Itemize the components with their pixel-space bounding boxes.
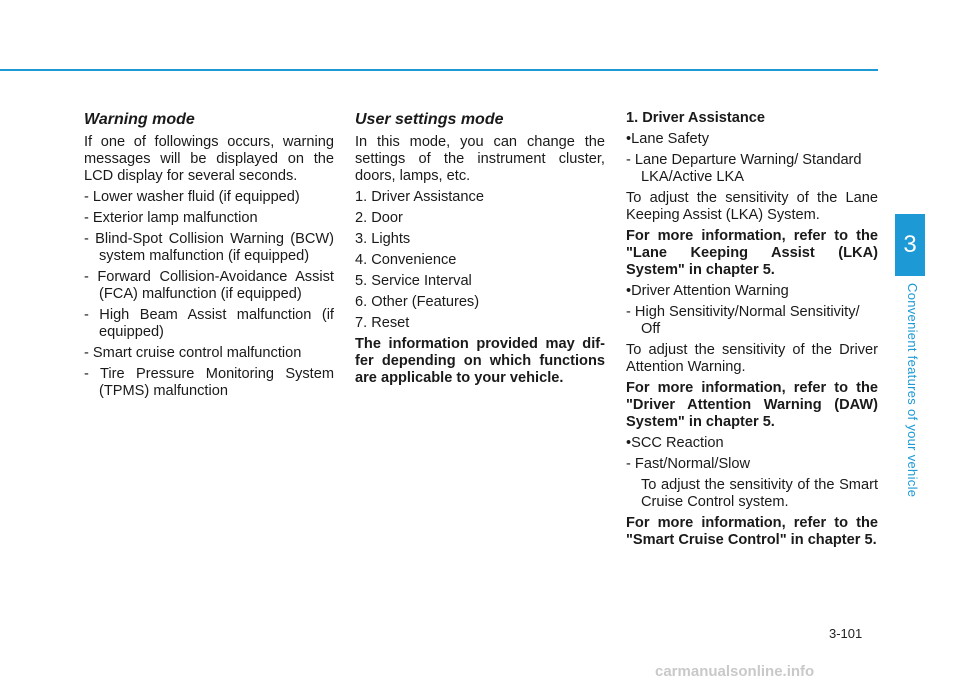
lane-reference: For more information, refer to the "Lane Keeping Assist (LKA) System" in chapter 5. [626, 228, 878, 278]
lane-safety-group [626, 131, 878, 148]
list-item: 6. Other (Features) [355, 294, 480, 310]
list-item: - High Beam Assist malfunction (if equipped) [84, 307, 334, 341]
list-item: - Exterior lamp malfunction [84, 210, 334, 227]
user-settings-intro: In this mode, you can change the settings of the instrument cluster, doors, lamps, etc. [355, 134, 605, 184]
list-item: 5. Service Interval [355, 273, 472, 289]
user-settings-column [355, 110, 605, 391]
driver-assistance-column [626, 110, 878, 553]
list-item: - Blind-Spot Collision Warning (BCW) system malfunction (if equipped) [84, 231, 334, 265]
list-item: 2. Door [355, 210, 403, 226]
chapter-title: Convenient features of your vehicle [905, 283, 920, 498]
settings-list [355, 189, 605, 332]
list-item: 4. Convenience [355, 252, 457, 268]
list-item: - Lane Departure Warning/ Standard LKA/Active LKA [626, 152, 878, 186]
list-item: - High Sensitivity/Normal Sensitivity/ Off [626, 304, 878, 338]
user-settings-heading: User settings mode [355, 111, 504, 128]
list-item: 7. Reset [355, 315, 410, 331]
warning-mode-intro: If one of followings occurs, warning messages will be displayed on the LCD display for several seconds. [84, 134, 334, 184]
header-rule [0, 69, 878, 71]
lane-description: To adjust the sensitivity of the Lane Keeping Assist (LKA) System. [626, 190, 878, 223]
scc-options [626, 456, 878, 473]
list-item: 3. Lights [355, 231, 411, 247]
daw-item: • Driver Attention Warning [626, 283, 878, 300]
applicability-note: The information provided may dif- fer depending on which functions are applicable to your vehicle. [355, 336, 605, 386]
page-number: 3-101 [829, 626, 863, 641]
list-item: - Lower washer fluid (if equipped) [84, 189, 334, 206]
list-item: 1. Driver Assistance [355, 189, 484, 205]
watermark: carmanualsonline.info [655, 663, 815, 680]
warning-mode-column [84, 110, 334, 404]
warning-list [84, 189, 334, 400]
scc-description: To adjust the sensitivity of the Smart Cruise Control system. [641, 477, 878, 510]
daw-group [626, 283, 878, 300]
scc-item: • SCC Reaction [626, 435, 878, 452]
daw-description: To adjust the sensitivity of the Driver Attention Warning. [626, 342, 878, 375]
scc-reference: For more information, refer to the "Smart Cruise Control" in chapter 5. [626, 515, 878, 548]
daw-reference: For more information, refer to the "Driver Attention Warning (DAW) System" in chapter 5. [626, 380, 878, 430]
chapter-tab: 3 [895, 214, 925, 276]
scc-group [626, 435, 878, 452]
lane-safety-item: • Lane Safety [626, 131, 878, 148]
daw-options [626, 304, 878, 338]
list-item: - Fast/Normal/Slow [626, 456, 878, 473]
list-item: - Smart cruise control malfunction [84, 345, 334, 362]
driver-assistance-heading: 1. Driver Assistance [626, 110, 765, 126]
warning-mode-heading: Warning mode [84, 111, 195, 128]
list-item: - Forward Collision-Avoidance Assist (FCA) malfunction (if equipped) [84, 269, 334, 303]
lane-safety-options [626, 152, 878, 186]
list-item: - Tire Pressure Monitoring System (TPMS) malfunction [84, 366, 334, 400]
